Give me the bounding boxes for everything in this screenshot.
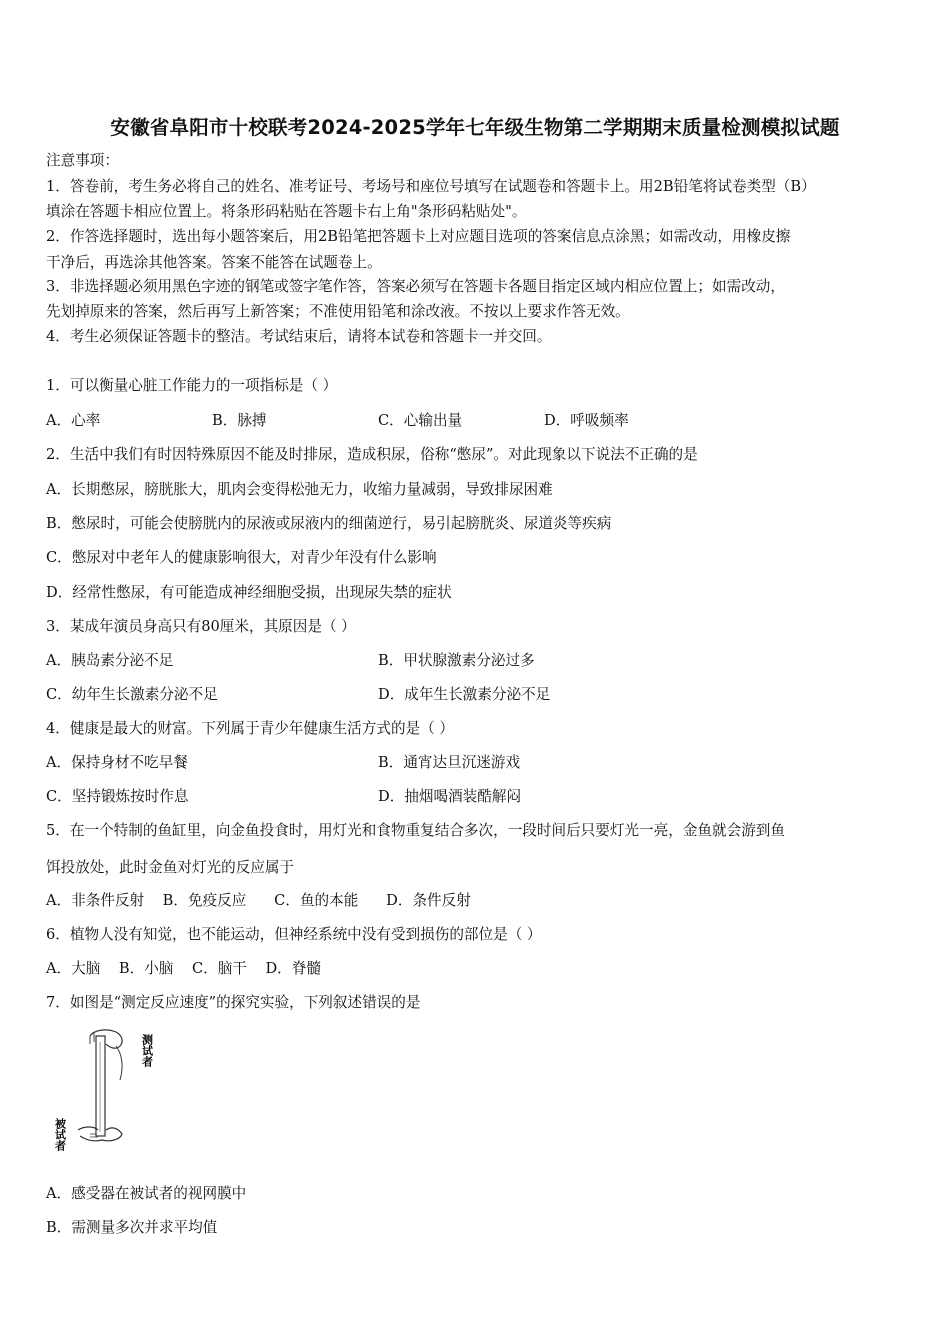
question-1-option-b: B．脉搏 xyxy=(212,412,267,429)
notice-line: 先划掉原来的答案，然后再写上新答案；不准使用铅笔和涂改液。不按以上要求作答无效。 xyxy=(46,303,630,320)
question-4-option-b: B．通宵达旦沉迷游戏 xyxy=(378,754,521,771)
question-7-option-a: A．感受器在被试者的视网膜中 xyxy=(46,1185,247,1202)
ruler-shape xyxy=(96,1036,105,1136)
question-2-option-b: B．憋尿时，可能会使膀胱内的尿液或尿液内的细菌逆行，易引起膀胱炎、尿道炎等疾病 xyxy=(46,515,612,532)
question-1-option-a: A．心率 xyxy=(46,412,101,429)
question-4-option-c: C．坚持锻炼按时作息 xyxy=(46,788,189,805)
question-5-stem: 5．在一个特制的鱼缸里，向金鱼投食时，用灯光和食物重复结合多次，一段时间后只要灯光一亮，金鱼就会游到鱼 xyxy=(46,822,785,839)
question-2-option-c: C．憋尿对中老年人的健康影响很大，对青少年没有什么影响 xyxy=(46,549,437,566)
page-title: 安徽省阜阳市十校联考2024-2025学年七年级生物第二学期期末质量检测模拟试题 xyxy=(110,116,840,139)
question-2-option-d: D．经常性憋尿，有可能造成神经细胞受损，出现尿失禁的症状 xyxy=(46,584,452,601)
question-6-stem: 6．植物人没有知觉，也不能运动，但神经系统中没有受到损伤的部位是（ ） xyxy=(46,926,542,943)
question-4-option-d: D．抽烟喝酒装酷解闷 xyxy=(378,788,522,805)
notice-heading: 注意事项： xyxy=(46,152,119,169)
question-1-stem: 1．可以衡量心脏工作能力的一项指标是（ ） xyxy=(46,377,338,394)
question-5-options: A．非条件反射 B．免疫反应 C．鱼的本能 D．条件反射 xyxy=(46,892,471,909)
question-4-option-a: A．保持身材不吃早餐 xyxy=(46,754,188,771)
notice-line: 3．非选择题必须用黑色字迹的钢笔或签字笔作答，答案必须写在答题卡各题目指定区域内相应位置上；如需改动， xyxy=(46,278,785,295)
question-1-option-d: D．呼吸频率 xyxy=(544,412,629,429)
notice-line: 1．答卷前，考生务必将自己的姓名、准考证号、考场号和座位号填写在试题卷和答题卡上。用2B铅笔将试卷类型（B） xyxy=(46,178,816,195)
question-5-stem-continued: 饵投放处，此时金鱼对灯光的反应属于 xyxy=(46,859,295,876)
notice-line: 2．作答选择题时，选出每小题答案后，用2B铅笔把答题卡上对应题目选项的答案信息点涂黑；如需改动，用橡皮擦 xyxy=(46,228,791,245)
question-3-option-a: A．胰岛素分泌不足 xyxy=(46,652,174,669)
question-3-option-c: C．幼年生长激素分泌不足 xyxy=(46,686,218,703)
reaction-test-figure xyxy=(50,1022,165,1162)
reaction-test-drawing xyxy=(50,1022,165,1162)
notice-line: 干净后，再选涂其他答案。答案不能答在试题卷上。 xyxy=(46,254,382,271)
tester-hand-shape xyxy=(90,1030,122,1048)
figure-label-tester: 测试者 xyxy=(140,1034,154,1067)
question-2-option-a: A．长期憋尿，膀胱胀大，肌肉会变得松弛无力，收缩力量减弱，导致排尿困难 xyxy=(46,481,553,498)
question-4-stem: 4．健康是最大的财富。下列属于青少年健康生活方式的是（ ） xyxy=(46,720,454,737)
question-3-option-b: B．甲状腺激素分泌过多 xyxy=(378,652,535,669)
notice-line: 填涂在答题卡相应位置上。将条形码粘贴在答题卡右上角"条形码粘贴处"。 xyxy=(46,203,527,220)
question-3-option-d: D．成年生长激素分泌不足 xyxy=(378,686,551,703)
question-6-options: A．大脑 B．小脑 C．脑干 D．脊髓 xyxy=(46,960,321,977)
notice-line: 4．考生必须保证答题卡的整洁。考试结束后，请将本试卷和答题卡一并交回。 xyxy=(46,328,552,345)
question-2-stem: 2．生活中我们有时因特殊原因不能及时排尿，造成积尿，俗称“憋尿”。对此现象以下说法不正确的是 xyxy=(46,446,698,463)
figure-label-subject: 被试者 xyxy=(53,1118,67,1151)
question-1-option-c: C．心输出量 xyxy=(378,412,463,429)
question-7-option-b: B．需测量多次并求平均值 xyxy=(46,1219,218,1236)
question-3-stem: 3．某成年演员身高只有80厘米，其原因是（ ） xyxy=(46,618,356,635)
question-7-stem: 7．如图是“测定反应速度”的探究实验，下列叙述错误的是 xyxy=(46,994,421,1011)
